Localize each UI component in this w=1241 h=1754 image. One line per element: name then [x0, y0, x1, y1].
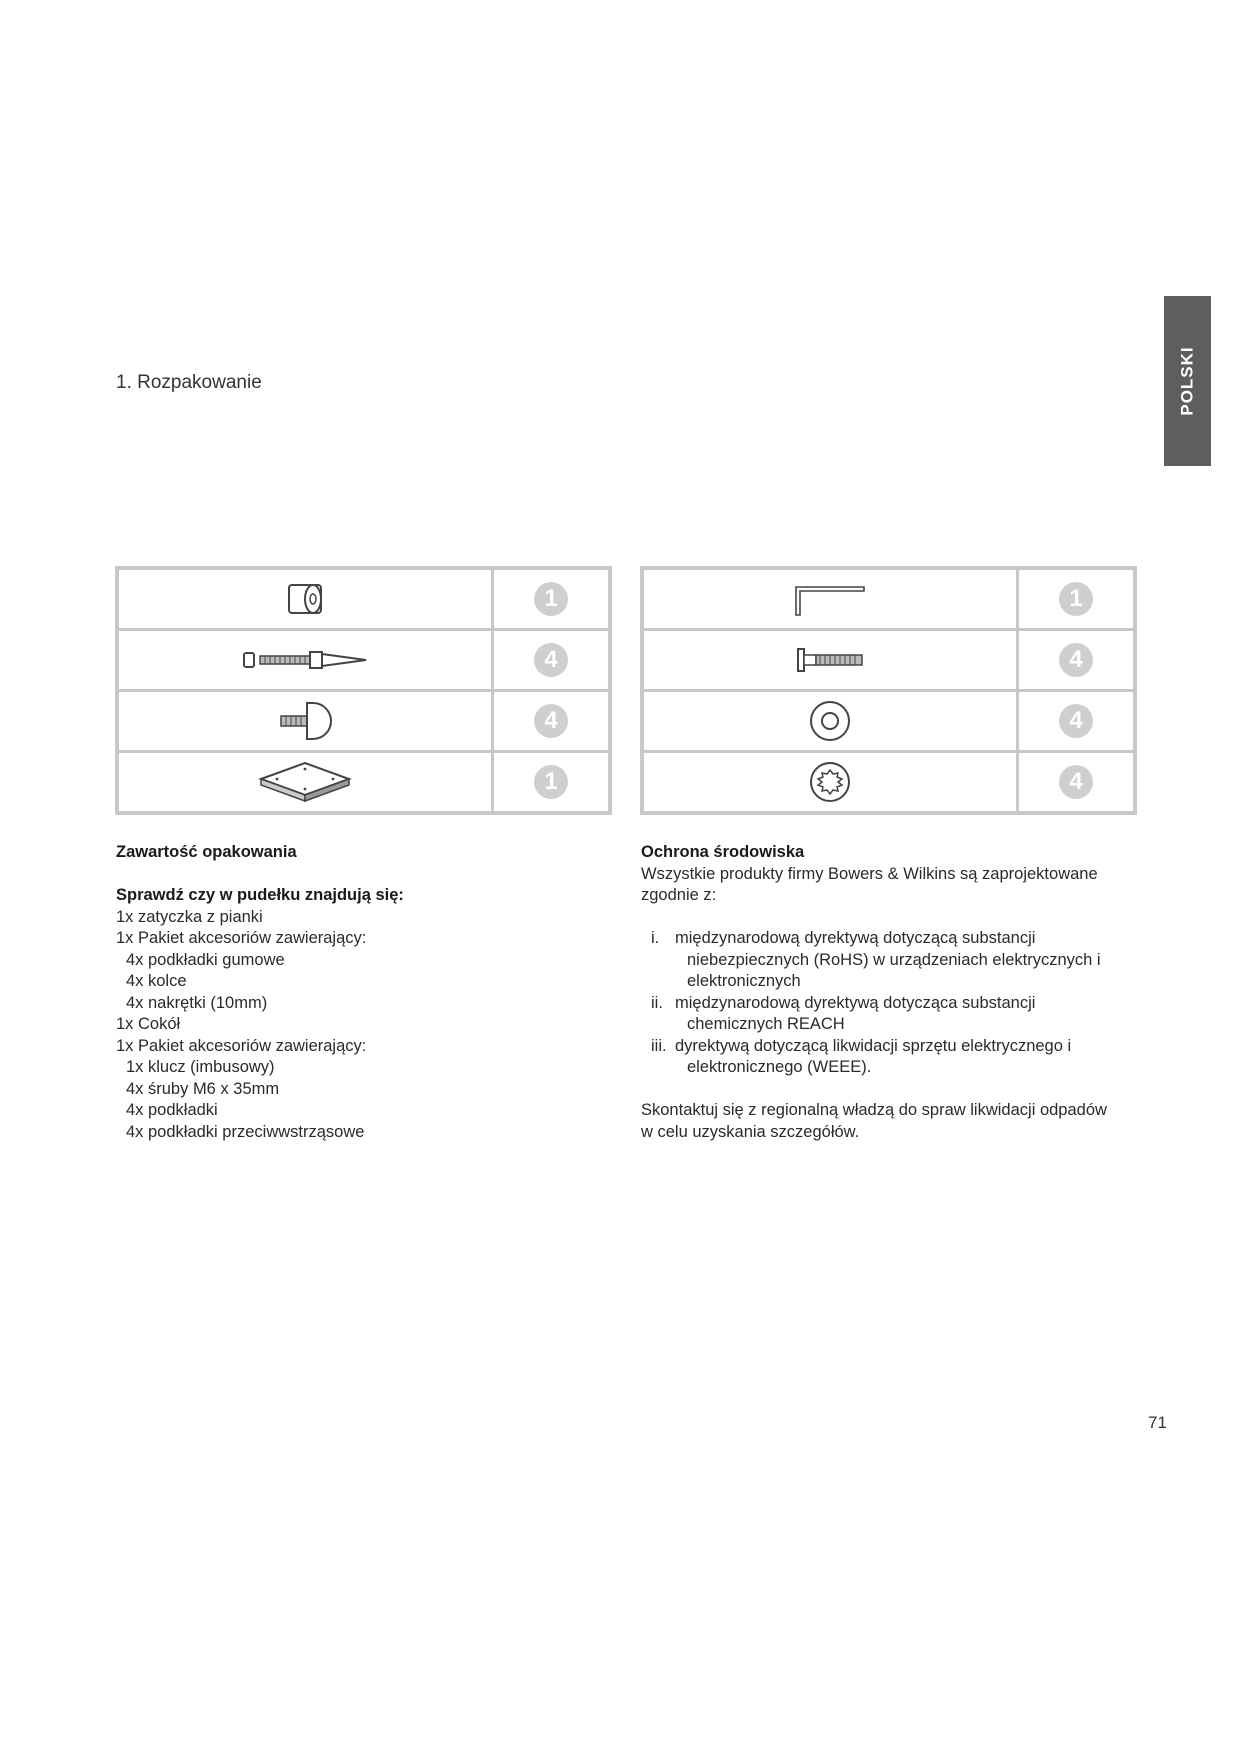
list-item: 4x nakrętki (10mm) [126, 993, 268, 1012]
directive-item [641, 928, 1131, 993]
list-item: 4x podkładki gumowe [126, 950, 285, 969]
directive-text: międzynarodową dyrektywą dotycząca substancji [675, 993, 1036, 1012]
directive-item [641, 1036, 1131, 1079]
contents-subheading: Sprawdź czy w pudełku znajdują się: [116, 886, 404, 904]
quantity-badge: 4 [534, 704, 568, 738]
foam-plug-icon [275, 579, 335, 619]
contents-heading: Zawartość opakowania [116, 843, 297, 861]
package-contents [116, 842, 606, 1143]
quantity-badge: 1 [1059, 582, 1093, 616]
list-item: 4x śruby M6 x 35mm [126, 1079, 280, 1098]
list-item: 1x Pakiet akcesoriów zawierający: [116, 1036, 367, 1055]
m6-bolt-icon [790, 645, 870, 675]
parts-row [642, 691, 1135, 752]
environment-section [641, 842, 1131, 1143]
directive-text: dyrektywą dotyczącą likwidacji sprzętu elektrycznego i [675, 1036, 1072, 1055]
directive-text: międzynarodową dyrektywą dotyczącą substancji [675, 929, 1036, 947]
environment-footer: Skontaktuj się z regionalną władzą do spraw likwidacji odpadów [641, 1101, 1107, 1119]
directive-text: chemicznych REACH [687, 1015, 845, 1033]
quantity-badge: 4 [1059, 765, 1093, 799]
list-item: 4x podkładki [126, 1101, 218, 1119]
allen-key-icon [790, 579, 870, 619]
quantity-badge: 4 [1059, 643, 1093, 677]
language-tab [1164, 296, 1211, 466]
spike-with-nut-icon [240, 645, 370, 675]
directive-text: elektronicznych [687, 972, 801, 990]
plinth-icon [255, 759, 355, 805]
directive-item [641, 993, 1131, 1036]
environment-footer: w celu uzyskania szczegółów. [641, 1122, 860, 1141]
section-title: 1. Rozpakowanie [116, 372, 262, 393]
quantity-badge: 4 [1059, 704, 1093, 738]
parts-row [117, 752, 610, 814]
quantity-badge: 1 [534, 582, 568, 616]
environment-intro: Wszystkie produkty firmy Bowers & Wilkins są zaprojektowane [641, 864, 1098, 883]
directive-text: elektronicznego (WEEE). [687, 1058, 872, 1076]
parts-row [117, 568, 610, 630]
list-item: 1x zatyczka z pianki [116, 907, 263, 926]
parts-row [642, 752, 1135, 814]
parts-row [642, 630, 1135, 691]
list-item: 1x Cokół [116, 1015, 181, 1033]
directive-number: i. [651, 929, 660, 947]
parts-table-left [115, 566, 612, 815]
directive-number: ii. [651, 993, 663, 1012]
parts-table-right [640, 566, 1137, 815]
parts-row [642, 568, 1135, 630]
environment-intro: zgodnie z: [641, 886, 717, 904]
list-item: 4x kolce [126, 972, 187, 990]
list-item: 4x podkładki przeciwwstrząsowe [126, 1122, 365, 1141]
language-tab-label: POLSKI [1177, 346, 1197, 416]
directive-text: niebezpiecznych (RoHS) w urządzeniach elektrycznych i [687, 950, 1101, 969]
list-item: 1x Pakiet akcesoriów zawierający: [116, 929, 367, 947]
directive-number: iii. [651, 1036, 667, 1055]
environment-heading: Ochrona środowiska [641, 843, 805, 861]
parts-row [117, 691, 610, 752]
rubber-foot-icon [275, 699, 335, 743]
list-item: 1x klucz (imbusowy) [126, 1058, 275, 1076]
parts-row [117, 630, 610, 691]
washer-icon [807, 698, 853, 744]
quantity-badge: 4 [534, 643, 568, 677]
quantity-badge: 1 [534, 765, 568, 799]
shakeproof-washer-icon [807, 759, 853, 805]
page-number: 71 [1148, 1413, 1167, 1432]
